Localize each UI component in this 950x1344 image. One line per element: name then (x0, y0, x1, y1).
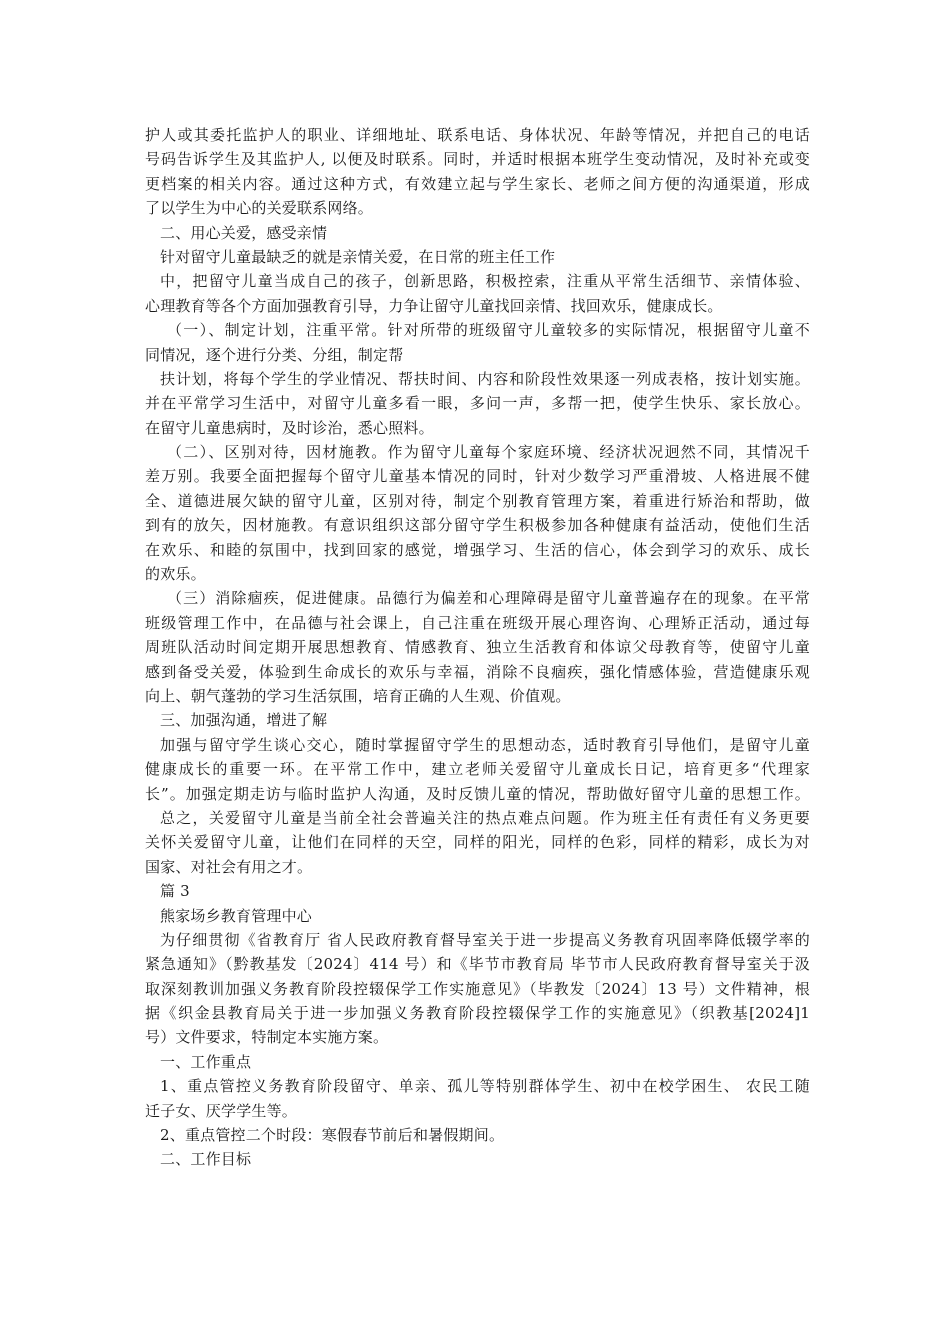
text-line: 在欢乐、和睦的氛围中，找到回家的感觉，增强学习、生活的信心，体会到学习的欢乐、成长 (145, 540, 810, 559)
text-line: 为仔细贯彻《省教育厅 省人民政府教育督导室关于进一步提高义务教育巩固率降低辍学率的 (160, 930, 810, 949)
text-line: 熊家场乡教育管理中心 (160, 906, 313, 925)
text-line: 同情况，逐个进行分类、分组，制定帮 (145, 345, 404, 364)
text-line: 向上、朝气蓬勃的学习生活氛围，培育正确的人生观、价值观。 (145, 686, 571, 705)
text-line: 全、道德进展欠缺的留守儿童，区别对待，制定个别教育管理方案，着重进行矫治和帮助，做 (145, 491, 810, 510)
text-line: 并在平常学习生活中，对留守儿童多看一眼，多问一声，多帮一把，使学生快乐、家长放心。 (145, 394, 810, 413)
text-line: 国家、对社会有用之才。 (145, 857, 313, 876)
text-line: 取深刻教训加强义务教育阶段控辍保学工作实施意见》（毕教发〔2024〕13 号）文件精神，根 (145, 979, 810, 998)
text-line: 总之，关爱留守儿童是当前全社会普遍关注的热点难点问题。作为班主任有责任有义务更要 (160, 808, 810, 827)
text-line: 号）文件要求，特制定本实施方案。 (145, 1028, 389, 1047)
text-line: 关怀关爱留守儿童，让他们在同样的天空，同样的阳光，同样的色彩，同样的精彩，成长为对 (145, 833, 810, 852)
text-line: 更档案的相关内容。通过这种方式，有效建立起与学生家长、老师之间方便的沟通渠道，形成 (145, 174, 810, 193)
text-line: 据《织金县教育局关于进一步加强义务教育阶段控辍保学工作的实施意见》（织教基[2024]1 (145, 1004, 810, 1023)
text-line: （二）、区别对待，因材施教。作为留守儿童每个家庭环境、经济状况迥然不同，其情况千 (167, 443, 810, 462)
text-line: 在留守儿童患病时，及时诊治，悉心照料。 (145, 418, 434, 437)
text-line: 长”。加强定期走访与临时监护人沟通，及时反馈儿童的情况，帮助做好留守儿童的思想工作。 (145, 784, 810, 803)
text-line: 了以学生为中心的关爱联系网络。 (145, 199, 374, 218)
text-line: 心理教育等各个方面加强教育引导，力争让留守儿童找回亲情、找回欢乐，健康成长。 (145, 296, 723, 315)
text-line: 一、工作重点 (160, 1052, 252, 1071)
text-line: 篇 3 (160, 882, 190, 901)
text-line: 的欢乐。 (145, 565, 206, 584)
text-line: 三、加强沟通，增进了解 (160, 711, 328, 730)
text-line: 加强与留守学生谈心交心，随时掌握留守学生的思想动态，适时教育引导他们，是留守儿童 (160, 735, 810, 754)
text-line: 1、重点管控义务教育阶段留守、单亲、孤儿等特别群体学生、初中在校学困生、 农民工随 (160, 1077, 810, 1096)
text-line: （三）消除痼疾，促进健康。品德行为偏差和心理障碍是留守儿童普遍存在的现象。在平常 (167, 589, 810, 608)
text-line: 到有的放矢，因材施教。有意识组织这部分留守学生积极参加各种健康有益活动，使他们生活 (145, 516, 810, 535)
text-line: 2、重点管控二个时段：寒假春节前后和暑假期间。 (160, 1126, 505, 1145)
text-line: 感到备受关爱，体验到生命成长的欢乐与幸福，消除不良痼疾，强化情感体验，营造健康乐观 (145, 662, 810, 681)
text-line: 班级管理工作中，在品德与社会课上，自己注重在班级开展心理咨询、心理矫正活动，通过每 (145, 613, 810, 632)
text-line: 健康成长的重要一环。在平常工作中，建立老师关爱留守儿童成长日记，培育更多“代理家 (145, 760, 810, 779)
text-line: 护人或其委托监护人的职业、详细地址、联系电话、身体状况、年龄等情况，并把自己的电话 (145, 126, 810, 144)
text-line: 迁子女、厌学学生等。 (145, 1101, 298, 1120)
text-line: 差万别。我要全面把握每个留守儿童基本情况的同时，针对少数学习严重滑坡、人格进展不健 (145, 467, 810, 486)
text-line: 针对留守儿童最缺乏的就是亲情关爱，在日常的班主任工作 (160, 247, 556, 266)
document-page (145, 123, 810, 1172)
text-line: 二、用心关爱，感受亲情 (160, 223, 328, 242)
text-line: 中，把留守儿童当成自己的孩子，创新思路，积极控索，注重从平常生活细节、亲情体验、 (160, 272, 810, 291)
text-line: 二、工作目标 (160, 1150, 252, 1169)
text-line: （一）、制定计划，注重平常。针对所带的班级留守儿童较多的实际情况，根据留守儿童不 (167, 321, 810, 340)
text-line: 扶计划，将每个学生的学业情况、帮扶时间、内容和阶段性效果逐一列成表格，按计划实施。 (160, 369, 810, 388)
text-line: 号码告诉学生及其监护人, 以便及时联系。同时，并适时根据本班学生变动情况，及时补充或变 (145, 150, 810, 169)
text-line: 周班队活动时间定期开展思想教育、情感教育、独立生活教育和体谅父母教育等，使留守儿童 (145, 638, 810, 657)
text-line: 紧急通知》（黔教基发〔2024〕414 号）和《毕节市教育局 毕节市人民政府教育督导室关于汲 (145, 955, 810, 974)
